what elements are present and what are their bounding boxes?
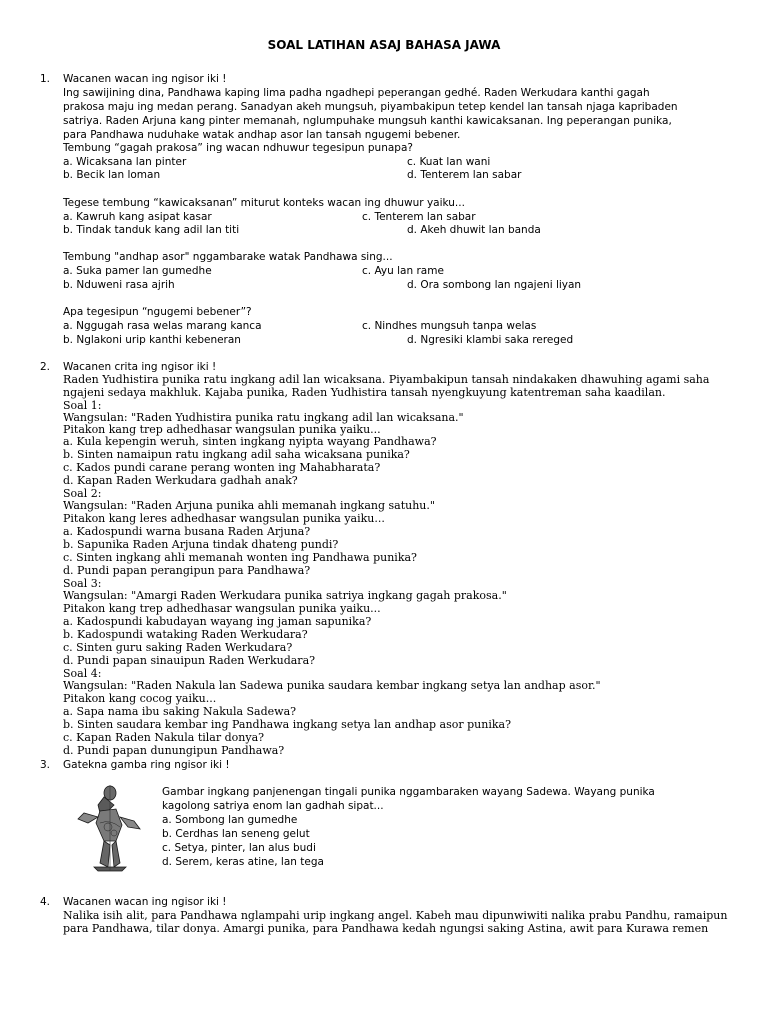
q4-passage-line: para Pandhawa, tilar donya. Amargi punika, para Pandhawa kedah ngungsi saking Astina, awit para Kurawa remen: [63, 922, 709, 935]
q2-soal3-label: Soal 3:: [63, 577, 102, 590]
q1-sub2-option-d[interactable]: d. Akeh dhuwit lan banda: [407, 224, 541, 236]
q2-soal1-prompt: Pitakon kang trep adhedhasar wangsulan punika yaiku...: [63, 423, 381, 436]
q2-soal3-option-b[interactable]: b. Kadospundi wataking Raden Werkudara?: [63, 628, 308, 641]
q2-soal1-label: Soal 1:: [63, 399, 102, 412]
q2-soal1-option-b[interactable]: b. Sinten namaipun ratu ingkang adil saha wicaksana punika?: [63, 448, 410, 461]
q2-soal4-option-b[interactable]: b. Sinten saudara kembar ing Pandhawa ingkang setya lan andhap asor punika?: [63, 718, 511, 731]
q2-passage-line: ngajeni sedaya makhluk. Kajaba punika, Raden Yudhistira tansah nyengkuyung katentreman saha kaadilan.: [63, 386, 666, 399]
q1-sub2-question: Tegese tembung “kawicaksanan” miturut konteks wacan ing dhuwur yaiku...: [63, 197, 465, 209]
q2-soal4-option-d[interactable]: d. Pundi papan dunungipun Pandhawa?: [63, 744, 285, 757]
q2-soal4-answer: Wangsulan: "Raden Nakula lan Sadewa punika saudara kembar ingkang setya lan andhap asor.": [63, 679, 601, 692]
q1-sub4-option-d[interactable]: d. Ngresiki klambi saka rereged: [407, 334, 574, 346]
q1-sub2-option-b[interactable]: b. Tindak tanduk kang adil lan titi: [63, 224, 240, 236]
q2-passage-line: Raden Yudhistira punika ratu ingkang adil lan wicaksana. Piyambakipun tansah nindakaken dhawuhing agami saha: [63, 373, 710, 386]
q2-soal3-answer: Wangsulan: "Amargi Raden Werkudara punika satriya ingkang gagah prakosa.": [63, 589, 507, 602]
q2-soal2-answer: Wangsulan: "Raden Arjuna punika ahli memanah ingkang satuhu.": [63, 499, 435, 512]
q1-sub3-option-d[interactable]: d. Ora sombong lan ngajeni liyan: [407, 279, 582, 291]
q1-sub4-option-a[interactable]: a. Nggugah rasa welas marang kanca: [63, 320, 262, 332]
q2-soal2-prompt: Pitakon kang leres adhedhasar wangsulan punika yaiku...: [63, 512, 385, 525]
q1-sub4-option-c[interactable]: c. Nindhes mungsuh tanpa welas: [362, 320, 537, 332]
q3-option-a[interactable]: a. Sombong lan gumedhe: [162, 814, 298, 826]
q2-soal4-option-c[interactable]: c. Kapan Raden Nakula tilar donya?: [63, 731, 265, 744]
document-title: SOAL LATIHAN ASAJ BAHASA JAWA: [267, 38, 501, 52]
q2-soal1-option-d[interactable]: d. Kapan Raden Werkudara gadhah anak?: [63, 474, 298, 487]
q4-number: 4.: [40, 896, 51, 908]
q2-soal3-option-c[interactable]: c. Sinten guru saking Raden Werkudara?: [63, 641, 293, 654]
q2-soal1-answer: Wangsulan: "Raden Yudhistira punika ratu ingkang adil lan wicaksana.": [63, 411, 464, 424]
q1-sub3-option-a[interactable]: a. Suka pamer lan gumedhe: [63, 265, 212, 277]
q1-sub1-option-b[interactable]: b. Becik lan loman: [63, 169, 161, 181]
q2-soal2-option-c[interactable]: c. Sinten ingkang ahli memanah wonten ing Pandhawa punika?: [63, 551, 417, 564]
q3-option-c[interactable]: c. Setya, pinter, lan alus budi: [162, 842, 316, 854]
q1-sub2-option-a[interactable]: a. Kawruh kang asipat kasar: [63, 211, 212, 223]
wayang-sadewa-image: [70, 783, 150, 873]
q1-passage-line: para Pandhawa nuduhake watak andhap asor lan tansah ngugemi bebener.: [63, 129, 461, 141]
q2-soal2-label: Soal 2:: [63, 487, 102, 500]
q1-sub2-option-c[interactable]: c. Tenterem lan sabar: [362, 211, 476, 223]
q2-soal3-option-d[interactable]: d. Pundi papan sinauipun Raden Werkudara?: [63, 654, 316, 667]
q3-description-line: kagolong satriya enom lan gadhah sipat...: [162, 800, 384, 812]
q2-soal3-prompt: Pitakon kang trep adhedhasar wangsulan punika yaiku...: [63, 602, 381, 615]
q1-sub1-option-a[interactable]: a. Wicaksana lan pinter: [63, 156, 187, 168]
q2-soal2-option-a[interactable]: a. Kadospundi warna busana Raden Arjuna?: [63, 525, 311, 538]
q2-soal2-option-d[interactable]: d. Pundi papan perangipun para Pandhawa?: [63, 564, 311, 577]
q1-number: 1.: [40, 73, 51, 85]
q1-sub1-question: Tembung “gagah prakosa” ing wacan ndhuwur tegesipun punapa?: [63, 142, 413, 154]
q2-number: 2.: [40, 361, 51, 373]
q3-option-d[interactable]: d. Serem, keras atine, lan tega: [162, 856, 324, 868]
q1-intro: Wacanen wacan ing ngisor iki !: [63, 73, 227, 85]
q4-passage-line: Nalika isih alit, para Pandhawa nglampahi urip ingkang angel. Kabeh mau dipunwiwiti nalika prabu Pandhu, ramaipun: [63, 909, 728, 922]
q4-intro: Wacanen wacan ing ngisor iki !: [63, 896, 227, 908]
q3-option-b[interactable]: b. Cerdhas lan seneng gelut: [162, 828, 310, 840]
q2-soal2-option-b[interactable]: b. Sapunika Raden Arjuna tindak dhateng pundi?: [63, 538, 339, 551]
q2-soal4-label: Soal 4:: [63, 667, 102, 680]
q3-description-line: Gambar ingkang panjenengan tingali punika nggambaraken wayang Sadewa. Wayang punika: [162, 786, 655, 798]
q1-sub3-option-b[interactable]: b. Nduweni rasa ajrih: [63, 279, 175, 291]
q1-sub4-question: Apa tegesipun “ngugemi bebener”?: [63, 306, 252, 318]
q2-soal3-option-a[interactable]: a. Kadospundi kabudayan wayang ing jaman sapunika?: [63, 615, 372, 628]
q1-passage-line: Ing sawijining dina, Pandhawa kaping lima padha ngadhepi peperangan gedhé. Raden Werkudara kanthi gagah: [63, 87, 650, 99]
q1-sub3-option-c[interactable]: c. Ayu lan rame: [362, 265, 444, 277]
q1-passage-line: prakosa maju ing medan perang. Sanadyan akeh mungsuh, piyambakipun tetep kendel lan tansah njaga kapribaden: [63, 101, 678, 113]
q3-number: 3.: [40, 759, 51, 771]
q1-sub1-option-c[interactable]: c. Kuat lan wani: [407, 156, 491, 168]
q3-intro: Gatekna gamba ring ngisor iki !: [63, 759, 230, 771]
q2-soal4-option-a[interactable]: a. Sapa nama ibu saking Nakula Sadewa?: [63, 705, 297, 718]
q2-intro: Wacanen crita ing ngisor iki !: [63, 361, 217, 373]
q2-soal1-option-a[interactable]: a. Kula kepengin weruh, sinten ingkang nyipta wayang Pandhawa?: [63, 435, 437, 448]
q1-passage-line: satriya. Raden Arjuna kang pinter memanah, nglumpuhake mungsuh kanthi kawicaksanan. Ing peperangan punika,: [63, 115, 672, 127]
q1-sub3-question: Tembung "andhap asor" nggambarake watak Pandhawa sing...: [63, 251, 393, 263]
q1-sub4-option-b[interactable]: b. Nglakoni urip kanthi kebeneran: [63, 334, 241, 346]
q2-soal1-option-c[interactable]: c. Kados pundi carane perang wonten ing Mahabharata?: [63, 461, 381, 474]
q1-sub1-option-d[interactable]: d. Tenterem lan sabar: [407, 169, 522, 181]
q2-soal4-prompt: Pitakon kang cocog yaiku...: [63, 692, 217, 705]
